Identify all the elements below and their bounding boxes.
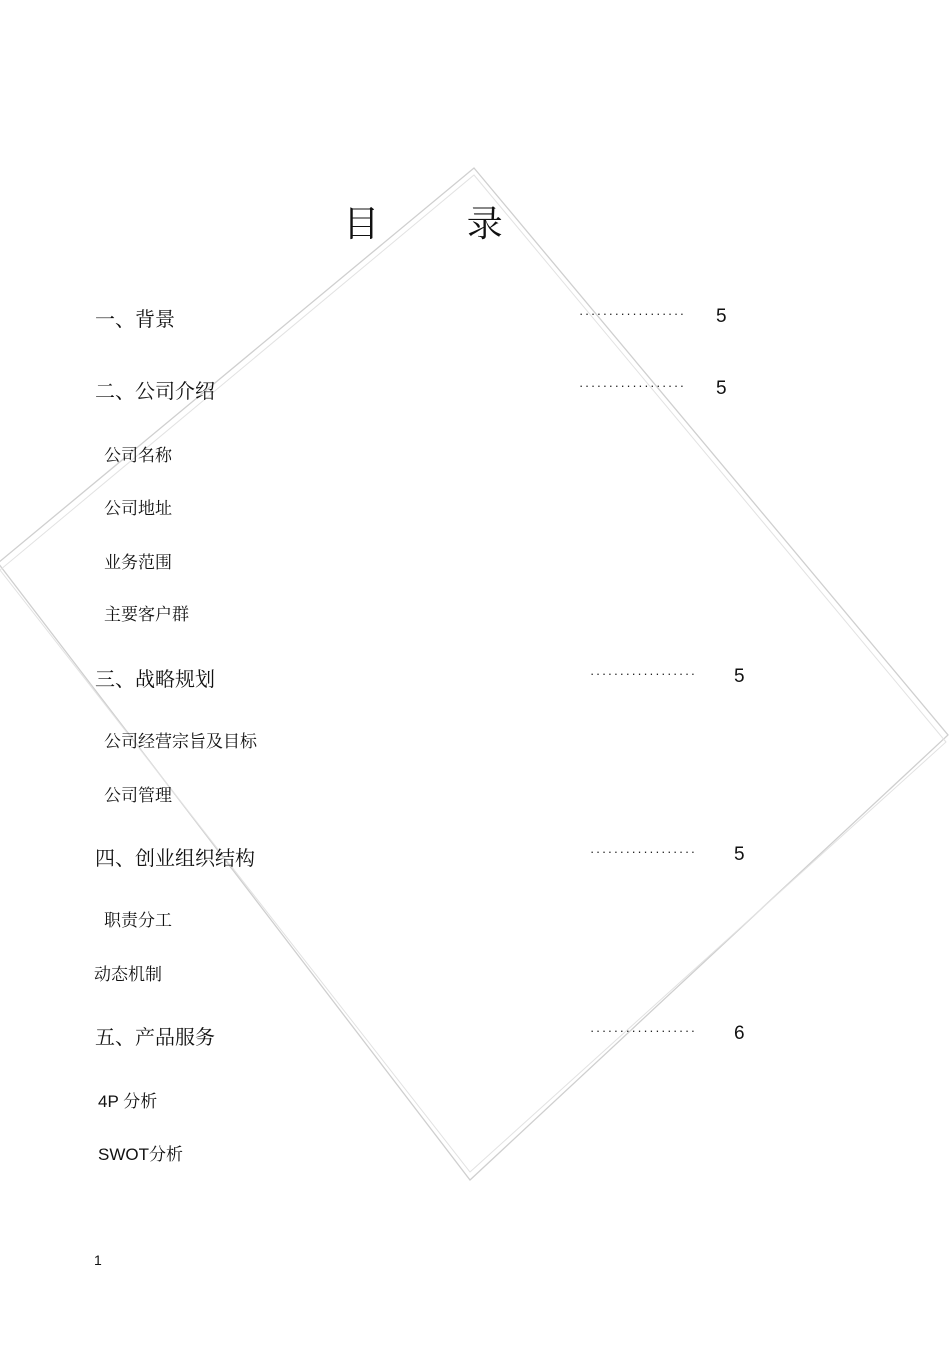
- toc-subitem[interactable]: 4P 分析: [98, 1092, 158, 1111]
- toc-heading-background[interactable]: 一、背景: [95, 307, 175, 331]
- toc-heading-products[interactable]: 五、产品服务: [95, 1025, 215, 1049]
- toc-page-number: 5: [716, 378, 727, 399]
- toc-page-number: 5: [716, 306, 727, 327]
- toc-subitem[interactable]: 业务范围: [104, 553, 172, 573]
- toc-leader-dots: ··················: [579, 306, 686, 321]
- toc-heading-strategy[interactable]: 三、战略规划: [95, 667, 215, 691]
- toc-subitem[interactable]: 动态机制: [94, 965, 162, 985]
- toc-page-number: 5: [734, 666, 745, 687]
- toc-subitem[interactable]: 主要客户群: [104, 605, 189, 625]
- footer-page-number: 1: [94, 1252, 102, 1268]
- toc-heading-company-intro[interactable]: 二、公司介绍: [95, 379, 215, 403]
- toc-subitem[interactable]: 公司经营宗旨及目标: [104, 732, 257, 752]
- toc-heading-org-structure[interactable]: 四、创业组织结构: [95, 846, 255, 870]
- toc-subitem[interactable]: 公司管理: [104, 786, 172, 806]
- toc-page-number: 5: [734, 844, 745, 865]
- toc-page-number: 6: [734, 1023, 745, 1044]
- toc-subitem[interactable]: 公司地址: [104, 499, 172, 519]
- toc-leader-dots: ··················: [590, 844, 697, 859]
- toc-subitem[interactable]: 公司名称: [104, 446, 172, 466]
- page-title: 目 录: [343, 204, 541, 245]
- toc-subitem[interactable]: 职责分工: [104, 911, 172, 931]
- toc-leader-dots: ··················: [590, 666, 697, 681]
- toc-leader-dots: ··················: [579, 378, 686, 393]
- toc-subitem[interactable]: SWOT分析: [98, 1145, 183, 1164]
- toc-leader-dots: ··················: [590, 1023, 697, 1038]
